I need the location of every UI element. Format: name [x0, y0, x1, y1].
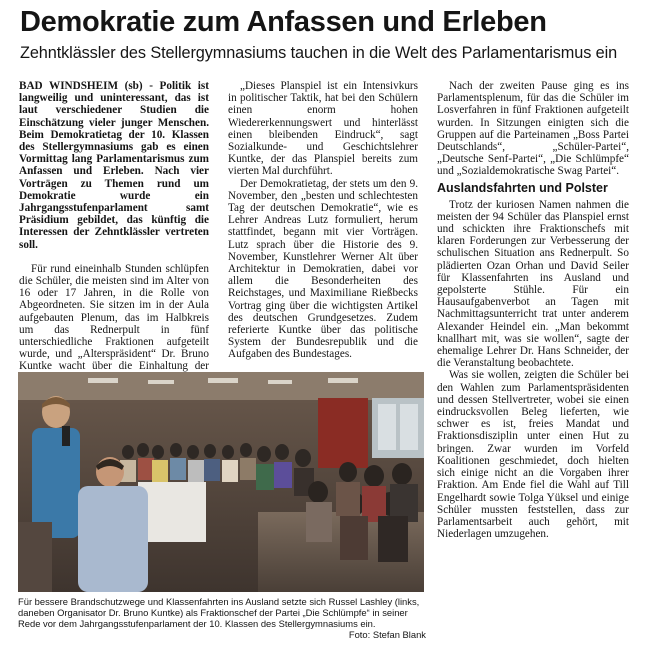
headline: Demokratie zum Anfassen und Erleben — [20, 6, 547, 38]
article-paragraph-2: „Dieses Planspiel ist ein Intensivkurs in politischer Taktik, hat bei den Schülern einen enorm hohen Wiedererkennungswert und hinterlässt einen bleibenden Eindruck“, sagt Sozialkunde- und Geschichtslehrer Kuntke, der das Planspiel bereits zum vierten Mal durchführt. — [228, 80, 418, 178]
photo-credit: Foto: Stefan Blank — [348, 629, 426, 640]
article-paragraph-1: Für rund eineinhalb Stunden schlüpfen die Schüler, die meisten sind im Alter von 16 oder 17 Jahren, in die Rolle von Abgeordneten. Sie sitzen im in der Aula aufgebauten Plenum, das im Halbkreis um das Rednerpult in fünf unterschiedliche Fraktionen aufgeteilt wurde, und „Alterspräsident“ Dr. Bruno Kuntke wacht über die Einhaltung der — [19, 262, 209, 373]
article-paragraph-6: Was sie wollen, zeigten die Schüler bei den Wahlen zum Parlamentspräsidenten und dessen Stellvertreter, wobei sie einen eindrucksvollen Beleg lieferten, wie schwer es ist, freies Mandat und Fraktionsdisziplin unter einen Hut zu bringen. Zwar wurden im Vorfeld Koalitionen geschmiedet, doch hielten sich einige nicht an die Vorgaben ihrer Fraktion. Am Ende fiel die Wahl auf Till Engelhardt sowie Tolga Yüksel und einige Schüler mussten feststellen, dass zur Parlamentsarbeit auch gehört, mit Niederlagen umzugehen. — [437, 369, 629, 541]
article-paragraph-3: Der Demokratietag, der stets um den 9. November, den „besten und schlechtesten Tag der deutschen Demokratie“, wie es Lehrer Andreas Lutz formuliert, herum stattfindet, begann mit vier Vorträgen. Lutz sprach über die Historie des 9. November, Kunstlehrer Werner Alt über Architektur in Demokratien, dabei vor allem die Besonderheiten des Reichstages, und Maximiliane Rießbecks Vortrag ging über die wichtigsten Artikel des deutschen Grundgesetzes. Zudem referierte Kuntke über das politische System der Bundesrepublik und die Aufgaben des Bundestages. — [228, 177, 418, 361]
article-column-3 — [437, 80, 629, 540]
article-column-1 — [19, 80, 209, 385]
article-subheading: Auslandsfahrten und Polster — [437, 180, 608, 195]
article-paragraph-4: Nach der zweiten Pause ging es ins Parlamentsplenum, für das die Schüler im Losverfahren in fünf Fraktionen aufgeteilt wurden. In Sitzungen einigten sich die Gruppen auf die Parteinamen „Boss Partei Deutschlands“, „Schüler-Partei“, „Deutsche Senf-Partei“, „Die Schlümpfe“ und „Sozialdemokratische Swag Partei“. — [437, 80, 629, 178]
article-lead: BAD WINDSHEIM (sb) - Politik ist langweilig und uninteressant, das ist laut verschiedener Studien die Einschätzung vieler junger Menschen. Beim Demokratietag der 10. Klassen des Stellergymnasiums gab es einen Vormittag lang Parlamentarismus zum Anfassen und Erleben. Nach vier Vorträgen zu Themen rund um Demokratie wurde ein Jahrgangsstufenparlament samt Präsidium gebildet, das künftig die Interessen der Zehntklässler vertreten soll. — [19, 80, 209, 251]
caption-text: Für bessere Brandschutzwege und Klassenfahrten ins Ausland setzte sich Russel Lashley (links, daneben Organisator Dr. Bruno Kuntke) als Fraktionschef der Partei „Die Schlümpfe“ in seiner Rede vor dem Jahrgangsstufenparlament der 10. Klassen des Stellergymnasiums ein. — [18, 596, 420, 629]
article-paragraph-5: Trotz der kuriosen Namen nahmen die meisten der 94 Schüler das Planspiel ernst und schickten ihre Fraktionschefs mit klaren Forderungen zur Verbesserung der schulischen Situation ans Rednerpult. So plädierten Ozan Orhan und David Seiler für Klassenfahrten ins Ausland und gepolsterte Stühle. Für ein Hausaufgabenverbot an Tagen mit Nachmittagsunterricht trat unter anderem Alexander Heindel ein. „Man bekommt knallhart mit, was sie wollen“, sagte der ehemalige Lehrer Dr. Hans Schneider, der die Veranstaltung beobachtete. — [437, 198, 629, 370]
photo-caption — [18, 596, 426, 640]
article-column-2 — [228, 80, 418, 361]
subheadline: Zehntklässler des Stellergymnasiums tauchen in die Welt des Parlamentarismus ein — [20, 44, 618, 62]
photo-illustration — [18, 372, 424, 592]
article-photo — [18, 372, 424, 592]
